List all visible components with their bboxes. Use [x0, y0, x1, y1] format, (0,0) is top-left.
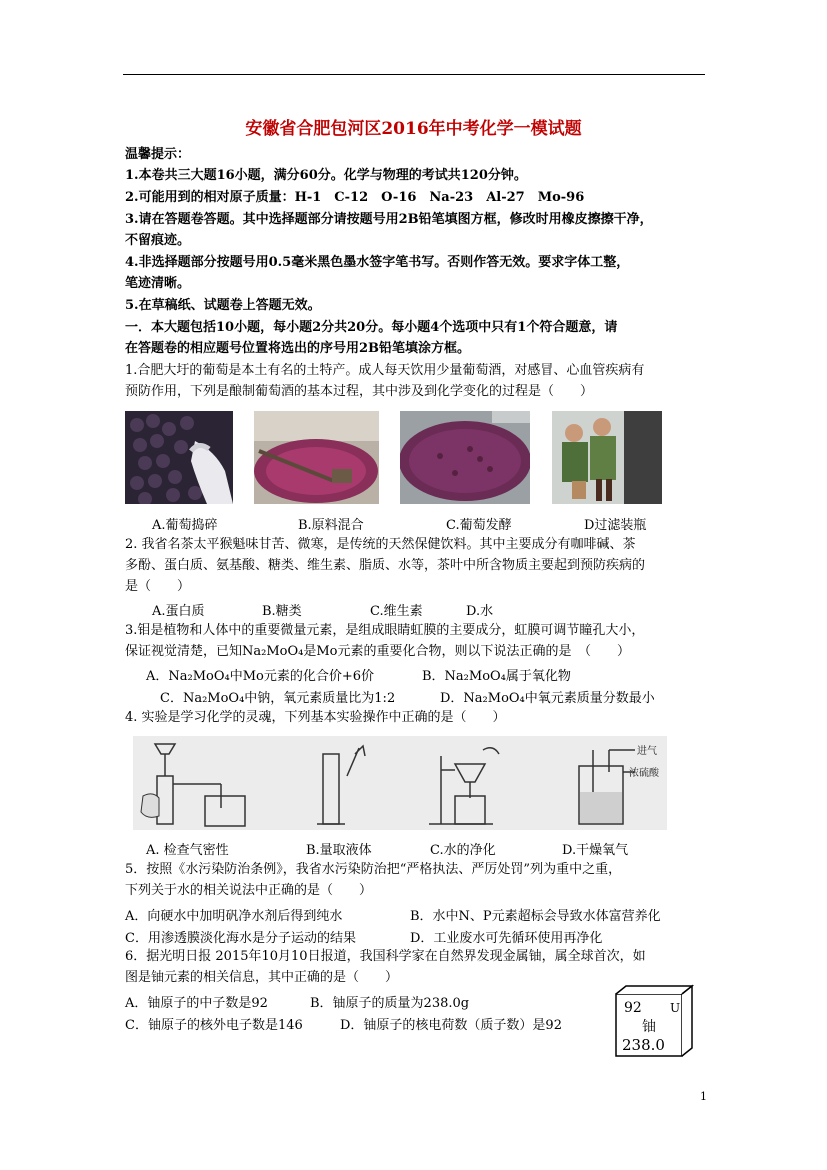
- q2-option-d[interactable]: D.水: [466, 604, 494, 619]
- q4-option-a[interactable]: A. 检查气密性: [146, 843, 229, 858]
- tip-3b: 不留痕迹。: [125, 233, 191, 248]
- header-rule: [123, 74, 705, 75]
- q1-option-b[interactable]: B.原料混合: [298, 518, 364, 533]
- q2-option-a[interactable]: A.蛋白质: [152, 604, 205, 619]
- q5-option-c[interactable]: C．用渗透膜淡化海水是分子运动的结果: [125, 931, 356, 946]
- tip-2: 2.可能用到的相对原子质量：H-1 C-12 O-16 Na-23 Al-27 Mo-96: [125, 190, 585, 205]
- q3-option-a[interactable]: A．Na₂MoO₄中Mo元素的化合价+6价: [146, 669, 375, 684]
- label-conc-sulfuric-acid: 浓硫酸: [629, 768, 659, 779]
- q2-stem-c: 是（ ）: [125, 579, 191, 594]
- q4-option-b[interactable]: B.量取液体: [306, 843, 372, 858]
- q4-stem: 4. 实验是学习化学的灵魂，下列基本实验操作中正确的是（ ）: [125, 710, 506, 725]
- q1-option-d[interactable]: D过滤装瓶: [584, 518, 647, 533]
- q4-apparatus-figure: [133, 736, 667, 830]
- photo-filter-bottling: [552, 411, 662, 504]
- q6-option-b[interactable]: B．铀原子的质量为238.0g: [310, 996, 470, 1011]
- photo-grape-fermentation: [400, 411, 530, 504]
- q2-option-c[interactable]: C.维生素: [370, 604, 423, 619]
- tip-4b: 笔迹清晰。: [125, 276, 191, 291]
- tip-4a: 4.非选择题部分按题号用0.5毫米黑色墨水签字笔书写。否则作答无效。要求字体工整，: [125, 255, 630, 270]
- photo-grape-crushing: [125, 411, 233, 504]
- q2-stem-a: 2. 我省名茶太平猴魁味甘苦、微寒，是传统的天然保健饮料。其中主要成分有咖啡碱、茶: [125, 537, 636, 552]
- q3-option-b[interactable]: B．Na₂MoO₄属于氧化物: [422, 669, 571, 684]
- uranium-element-card: [610, 984, 694, 1060]
- q6-option-c[interactable]: C．铀原子的核外电子数是146: [125, 1018, 303, 1033]
- tip-1: 1.本卷共三大题16小题，满分60分。化学与物理的考试共120分钟。: [125, 168, 527, 183]
- q5-stem-a: 5．按照《水污染防治条例》，我省水污染防治把“严格执法、严厉处罚”列为重中之重，: [125, 862, 622, 877]
- q2-option-b[interactable]: B.糖类: [262, 604, 302, 619]
- q5-option-b[interactable]: B．水中N、P元素超标会导致水体富营养化: [410, 909, 661, 924]
- q3-stem-b: 保证视觉清楚，已知Na₂MoO₄是Mo元素的重要化合物，则以下说法正确的是 （ ）: [125, 644, 630, 659]
- section1-instruction-a: 一．本大题包括10小题，每小题2分共20分。每小题4个选项中只有1个符合题意，请: [125, 320, 618, 335]
- q5-option-a[interactable]: A．向硬水中加明矾净水剂后得到纯水: [125, 909, 343, 924]
- q6-stem-a: 6．据光明日报 2015年10月10日报道，我国科学家在自然界发现金属铀，属全球首次，如: [125, 949, 646, 964]
- q1-stem-a: 1.合肥大圩的葡萄是本土有名的土特产。成人每天饮用少量葡萄酒，对感冒、心血管疾病有: [125, 363, 645, 378]
- page-number: 1: [700, 1090, 707, 1103]
- tip-5: 5.在草稿纸、试题卷上答题无效。: [125, 298, 321, 313]
- tips-heading: 温馨提示：: [125, 147, 191, 162]
- q3-option-c[interactable]: C．Na₂MoO₄中钠，氧元素质量比为1:2: [160, 691, 396, 706]
- label-gas-in: 进气: [637, 746, 657, 757]
- q2-stem-b: 多酚、蛋白质、氨基酸、糖类、维生素、脂质、水等，茶叶中所含物质主要起到预防疾病的: [125, 558, 646, 573]
- q1-stem-b: 预防作用，下列是酿制葡萄酒的基本过程，其中涉及到化学变化的过程是（ ）: [125, 384, 594, 399]
- q6-option-d[interactable]: D．铀原子的核电荷数（质子数）是92: [340, 1018, 562, 1033]
- photo-raw-material-mixing: [254, 411, 379, 504]
- element-atomic-number: 92: [624, 1000, 642, 1016]
- q3-stem-a: 3.钼是植物和人体中的重要微量元素，是组成眼睛虹膜的主要成分，虹膜可调节瞳孔大小，: [125, 623, 645, 638]
- tip-3a: 3.请在答题卷答题。其中选择题部分请按题号用2B铅笔填图方框，修改时用橡皮擦擦干净，: [125, 212, 653, 227]
- element-name: 铀: [642, 1019, 656, 1035]
- q1-option-c[interactable]: C.葡萄发酵: [446, 518, 512, 533]
- q1-option-a[interactable]: A.葡萄捣碎: [152, 518, 218, 533]
- element-atomic-mass: 238.0: [622, 1036, 665, 1054]
- q6-stem-b: 图是铀元素的相关信息，其中正确的是（ ）: [125, 970, 399, 985]
- q6-option-a[interactable]: A．铀原子的中子数是92: [125, 996, 268, 1011]
- q5-option-d[interactable]: D．工业废水可先循环使用再净化: [410, 931, 603, 946]
- q5-stem-b: 下列关于水的相关说法中正确的是（ ）: [125, 883, 373, 898]
- element-symbol: U: [670, 1001, 681, 1015]
- section1-instruction-b: 在答题卷的相应题号位置将选出的序号用2B铅笔填涂方框。: [125, 341, 471, 356]
- q3-option-d[interactable]: D．Na₂MoO₄中氧元素质量分数最小: [440, 691, 655, 706]
- page-title: 安徽省合肥包河区2016年中考化学一模试题: [245, 119, 582, 139]
- q4-option-d[interactable]: D.干燥氧气: [562, 843, 629, 858]
- q4-option-c[interactable]: C.水的净化: [430, 843, 496, 858]
